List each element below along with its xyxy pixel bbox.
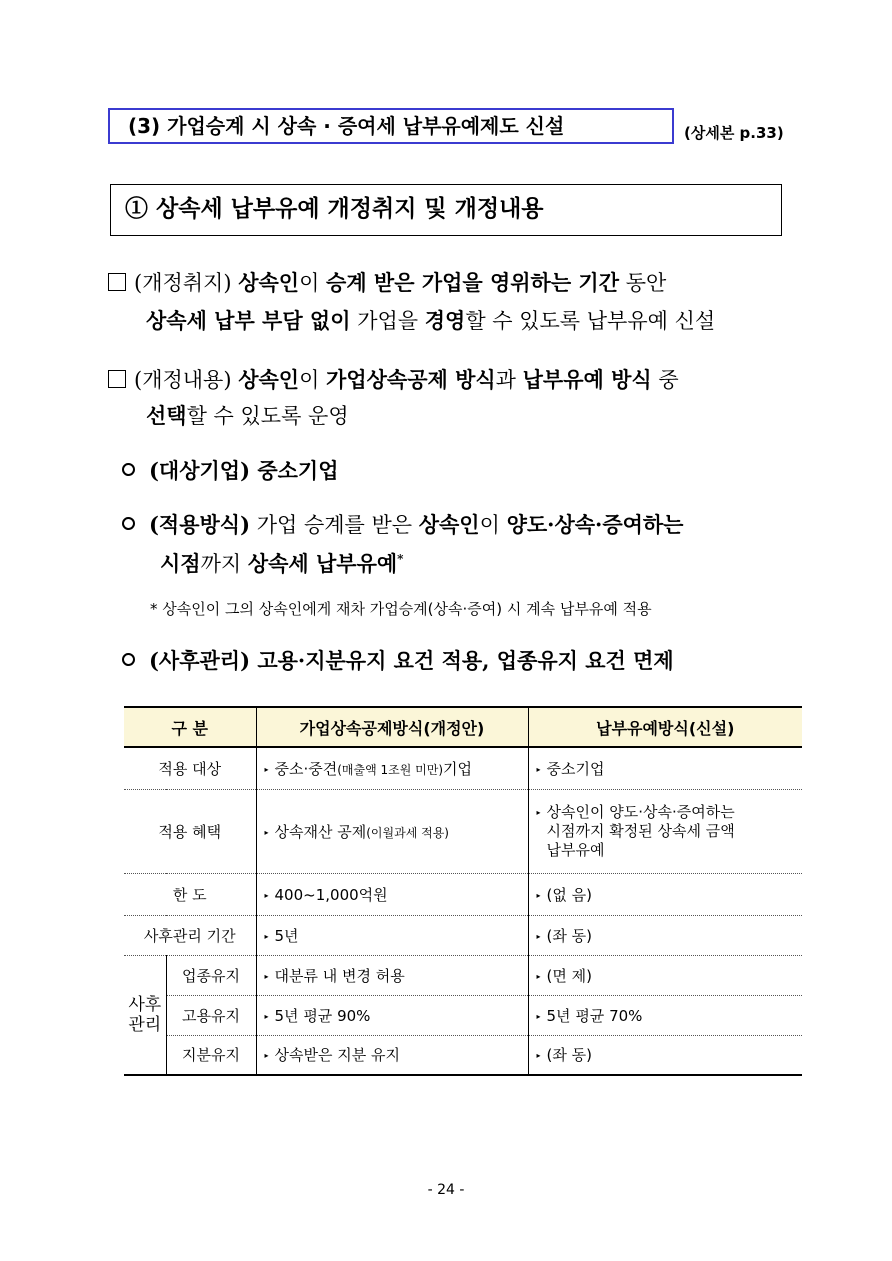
- row-label: 고용유지: [166, 995, 256, 1035]
- target-label: (대상기업): [149, 458, 251, 483]
- table-cell: ▸ 상속인이 양도·상속·증여하는 시점까지 확정된 상속세 금액 납부유예: [528, 789, 802, 873]
- content-text: 중: [651, 368, 679, 392]
- method-text: 상속세 납부유예: [247, 551, 398, 576]
- method-text: 시점: [160, 551, 201, 576]
- page-number: - 24 -: [427, 1182, 465, 1198]
- checkbox-square-icon: [108, 370, 126, 388]
- triangle-bullet-icon: ▸: [536, 807, 541, 817]
- triangle-bullet-icon: ▸: [536, 1051, 541, 1061]
- footnote-marker: *: [397, 552, 404, 566]
- row-label: 적용 대상: [124, 747, 256, 789]
- subsection-title: ① 상속세 납부유예 개정취지 및 개정내용: [110, 184, 782, 236]
- purpose-label: (개정취지): [134, 271, 232, 295]
- section-title: (3) 가업승계 시 상속 · 증여세 납부유예제도 신설: [108, 108, 674, 144]
- method-text: 양도·상속·증여하는: [506, 512, 684, 537]
- table-row: [124, 955, 802, 995]
- triangle-bullet-icon: ▸: [264, 971, 269, 981]
- bullet-circle-icon: [122, 517, 135, 530]
- purpose-text: 할 수 있도록 납부유예 신설: [465, 309, 716, 333]
- purpose-line-2: [146, 308, 715, 334]
- method-label: (적용방식): [149, 512, 251, 537]
- comparison-table: [124, 706, 802, 1076]
- target-line: [122, 458, 339, 484]
- table-cell: ▸ (좌 동): [528, 915, 802, 955]
- table-row: [124, 915, 802, 955]
- triangle-bullet-icon: ▸: [264, 890, 269, 900]
- purpose-text: 상속인: [238, 270, 300, 295]
- table-cell: ▸ (없 음): [528, 873, 802, 915]
- table-cell: ▸ 상속받은 지분 유지: [256, 1035, 528, 1075]
- table-cell: ▸ 400~1,000억원: [256, 873, 528, 915]
- table-cell: ▸ 중소·중견(매출액 1조원 미만)기업: [256, 747, 528, 789]
- group-label: 사후 관리: [124, 955, 166, 1075]
- purpose-text: 가업을: [350, 309, 425, 333]
- content-label: (개정내용): [134, 368, 232, 392]
- table-row: [124, 1035, 802, 1075]
- triangle-bullet-icon: ▸: [264, 931, 269, 941]
- method-text: 가업 승계를 받은: [250, 513, 419, 537]
- table-header: 납부유예방식(신설): [528, 707, 802, 747]
- content-text: 이: [299, 368, 327, 392]
- triangle-bullet-icon: ▸: [264, 827, 269, 837]
- purpose-text: 상속세 납부 부담 없이: [146, 308, 351, 333]
- table-cell: ▸ 중소기업: [528, 747, 802, 789]
- table-row: [124, 747, 802, 789]
- content-text: 가업상속공제 방식: [326, 367, 496, 392]
- purpose-text: 이: [299, 271, 327, 295]
- content-text: 납부유예 방식: [522, 367, 652, 392]
- triangle-bullet-icon: ▸: [264, 764, 269, 774]
- aftercare-text: 고용·지분유지 요건 적용, 업종유지 요건 면제: [257, 648, 674, 673]
- purpose-text: 동안: [619, 271, 667, 295]
- content-text: 과: [495, 368, 523, 392]
- triangle-bullet-icon: ▸: [536, 971, 541, 981]
- table-header: 가업상속공제방식(개정안): [256, 707, 528, 747]
- method-text: 이: [479, 513, 507, 537]
- triangle-bullet-icon: ▸: [264, 1051, 269, 1061]
- table-cell: ▸ 상속재산 공제(이월과세 적용): [256, 789, 528, 873]
- checkbox-square-icon: [108, 273, 126, 291]
- table-row: [124, 873, 802, 915]
- purpose-text: 승계 받은 가업을 영위하는 기간: [326, 270, 620, 295]
- table-row: [124, 789, 802, 873]
- table-header-row: [124, 707, 802, 747]
- method-line-1: [122, 512, 683, 538]
- table-cell: ▸ 5년 평균 70%: [528, 995, 802, 1035]
- bullet-circle-icon: [122, 653, 135, 666]
- method-text: 까지: [200, 552, 248, 576]
- table-header: 구 분: [124, 707, 256, 747]
- row-label: 사후관리 기간: [124, 915, 256, 955]
- row-label: 업종유지: [166, 955, 256, 995]
- row-label: 지분유지: [166, 1035, 256, 1075]
- table-row: [124, 995, 802, 1035]
- table-cell: ▸ (좌 동): [528, 1035, 802, 1075]
- method-line-2: [160, 546, 403, 577]
- aftercare-label: (사후관리): [149, 648, 251, 673]
- triangle-bullet-icon: ▸: [536, 890, 541, 900]
- row-label: 한 도: [124, 873, 256, 915]
- triangle-bullet-icon: ▸: [536, 931, 541, 941]
- bullet-circle-icon: [122, 463, 135, 476]
- reference-note: (상세본 p.33): [684, 124, 784, 142]
- content-text: 할 수 있도록 운영: [186, 404, 349, 428]
- table-cell: ▸ 5년 평균 90%: [256, 995, 528, 1035]
- content-line-1: [108, 367, 679, 393]
- content-text: 선택: [146, 403, 187, 428]
- table-cell: ▸ 대분류 내 변경 허용: [256, 955, 528, 995]
- triangle-bullet-icon: ▸: [536, 764, 541, 774]
- triangle-bullet-icon: ▸: [536, 1011, 541, 1021]
- content-text: 상속인: [238, 367, 300, 392]
- aftercare-line: [122, 648, 674, 674]
- target-text: 중소기업: [257, 458, 339, 483]
- content-line-2: [146, 403, 349, 429]
- purpose-text: 경영: [424, 308, 466, 333]
- table-cell: ▸ (면 제): [528, 955, 802, 995]
- table-cell: ▸ 5년: [256, 915, 528, 955]
- purpose-line-1: [108, 270, 666, 296]
- footnote: * 상속인이 그의 상속인에게 재차 가업승계(상속·증여) 시 계속 납부유예 적용: [150, 600, 652, 618]
- row-label: 적용 혜택: [124, 789, 256, 873]
- triangle-bullet-icon: ▸: [264, 1011, 269, 1021]
- method-text: 상속인: [418, 512, 480, 537]
